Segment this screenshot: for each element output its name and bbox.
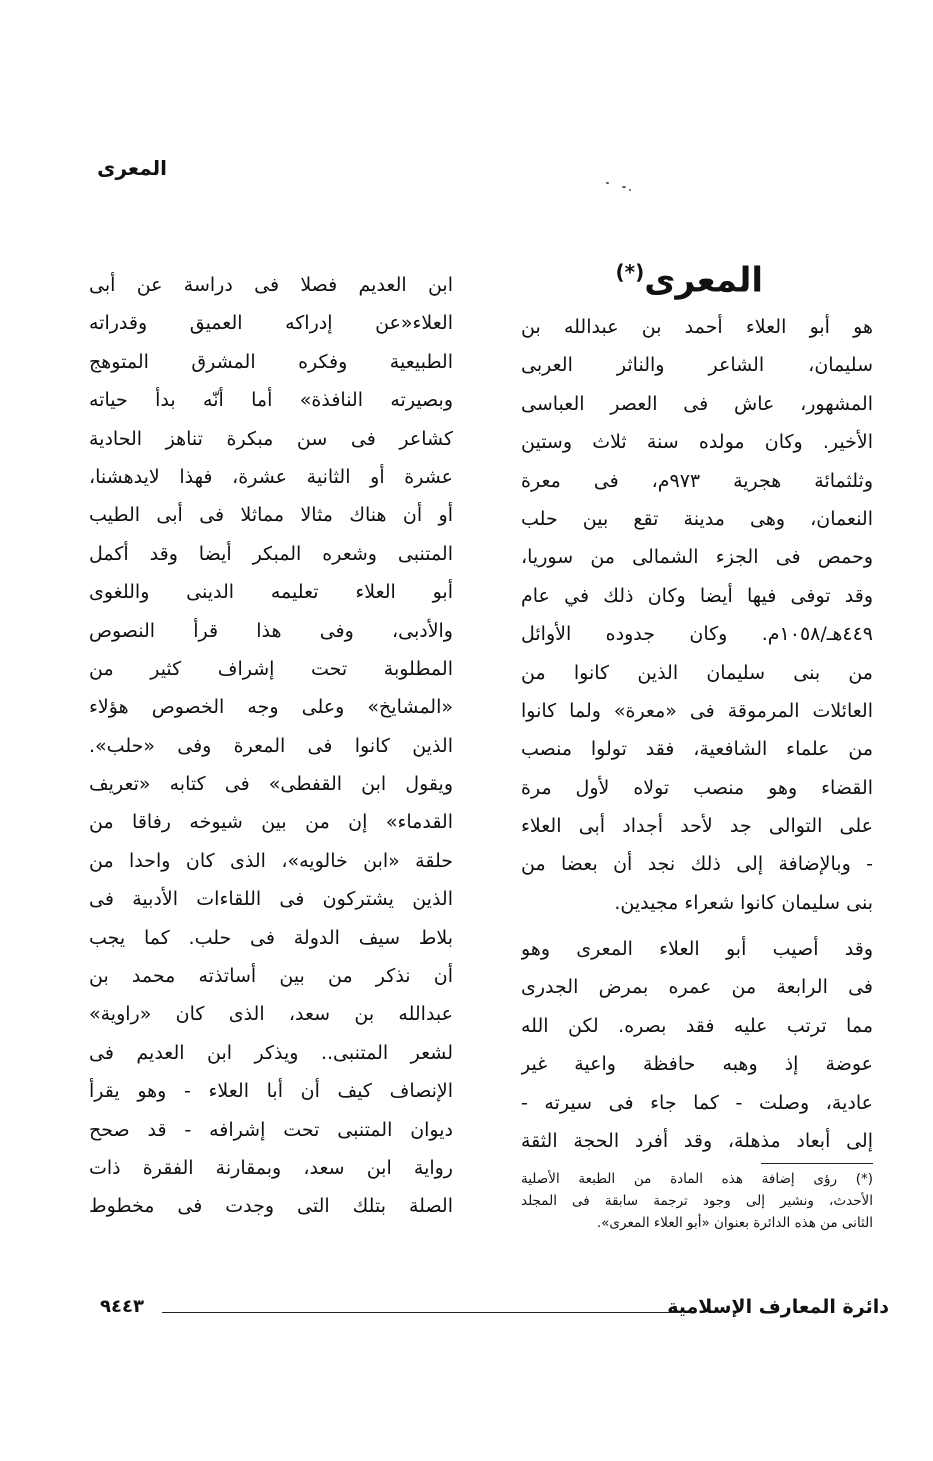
text-line: عادية، وصلت - كما جاء فى سيرته - [521, 1091, 873, 1114]
text-line: المتنبى وشعره المبكر أيضا وقد أكمل [89, 542, 453, 565]
text-line: وبصيرته النافذة» أما أنّه بدأ حياته [89, 389, 453, 412]
text-line: العائلات المرموقة فى «معرة» ولما كانوا [521, 699, 873, 722]
text-line: على التوالى جد لأحد أجداد أبى العلاء [521, 815, 873, 838]
article-title-text: المعرى [644, 260, 763, 301]
text-line: العلاء«عن إدراكه العميق وقدراته [89, 312, 453, 335]
text-line: وثلثمائة هجرية ٩٧٣م، فى معرة [521, 469, 873, 492]
text-line: الصلة بتلك التى وجدت فى مخطوط [89, 1195, 453, 1218]
text-line: والأدبى، وفى هذا قرأ النصوص [89, 619, 453, 642]
footnote-line: (*) رؤى إضافة هذه المادة من الطبعة الأصلية [521, 1171, 873, 1187]
text-line: مما ترتب عليه فقد بصره. لكن الله [521, 1014, 873, 1037]
text-line: النعمان، وهى مدينة تقع بين حلب [521, 507, 873, 530]
text-line: «المشايخ» وعلى وجه الخصوص هؤلاء [89, 696, 453, 719]
text-line: رواية ابن سعد، وبمقارنة الفقرة ذات [89, 1156, 453, 1179]
text-line: ديوان المتنبى تحت إشرافه - قد صحح [89, 1118, 453, 1141]
text-line: وحمص فى الجزء الشمالى من سوريا، [521, 546, 873, 569]
text-line: الإنصاف كيف أن أبا العلاء - وهو يقرأ [89, 1080, 453, 1103]
text-line: لشعر المتنبى.. ويذكر ابن العديم فى [89, 1041, 453, 1064]
scan-speck [606, 182, 609, 184]
page-number: ٩٤٤٣ [100, 1296, 144, 1317]
text-line: بلاط سيف الدولة فى حلب. كما يجب [89, 926, 453, 949]
text-line: القضاء وهو منصب تولاه لأول مرة [521, 776, 873, 799]
text-line: وقد توفى فيها أيضا وكان ذلك في عام [521, 584, 873, 607]
footnote-separator [761, 1163, 873, 1164]
text-line: عشرة أو الثانية عشرة، فهذا لايدهشنا، [89, 465, 453, 488]
text-line: من علماء الشافعية، فقد تولوا منصب [521, 738, 873, 761]
text-line: الطبيعية وفكره المشرق المتوهج [89, 350, 453, 373]
text-line: وقد أصيب أبو العلاء المعرى وهو [521, 938, 873, 960]
scan-speck [622, 186, 626, 188]
text-line: فى الرابعة من عمره بمرض الجدرى [521, 976, 873, 999]
paragraph-1 [521, 308, 873, 922]
footnote [521, 1168, 873, 1234]
text-line: هو أبو العلاء أحمد بن عبدالله بن [521, 316, 873, 338]
scan-speck [629, 189, 631, 191]
text-line: من بنى سليمان الذين كانوا من [521, 661, 873, 684]
text-line: ويقول ابن القفطى» فى كتابه «تعريف [89, 773, 453, 796]
text-line: إلى أبعاد مذهلة، وقد أفرد الحجة الثقة [521, 1129, 873, 1152]
text-line: أبو العلاء تعليمه الدينى واللغوى [89, 581, 453, 604]
footnote-line: الثانى من هذه الدائرة بعنوان «أبو العلاء المعرى». [596, 1215, 873, 1231]
article-title [616, 250, 763, 302]
running-header: المعرى [97, 156, 167, 180]
text-line: أو أن هناك مثالا مماثلا فى أبى الطيب [89, 504, 453, 527]
text-line: أن نذكر من بين أساتذته محمد بن [89, 965, 453, 988]
text-line: عوضة إذ وهبه حافظة واعية غير [521, 1053, 873, 1076]
text-line: كشاعر فى سن مبكرة تناهز الحادية [89, 427, 453, 450]
text-line: ابن العديم فصلا فى دراسة عن أبى [89, 274, 453, 296]
text-line: عبدالله بن سعد، الذى كان «راوية» [89, 1003, 453, 1026]
title-footnote-mark: (*) [615, 260, 645, 284]
text-line: المطلوبة تحت إشراف كثير من [89, 657, 453, 680]
left-column [89, 266, 453, 1226]
text-line: ٤٤٩هـ/١٠٥٨م. وكان جدوده الأوائل [521, 623, 873, 646]
footer-publication-title: دائرة المعارف الإسلامية [667, 1296, 889, 1318]
text-line: الذين كانوا فى المعرة وفى «حلب». [89, 734, 453, 757]
footnote-line: الأحدث، ونشير إلى وجود ترجمة سابقة فى المجلد [521, 1193, 873, 1209]
text-line: المشهور، عاش فى العصر العباسى [521, 392, 873, 415]
footer-rule [162, 1312, 679, 1313]
text-line: الأخير. وكان مولده سنة ثلاث وستين [521, 431, 873, 454]
text-line: - وبالإضافة إلى ذلك نجد أن بعضا من [521, 853, 873, 876]
text-line: حلقة «ابن خالويه»، الذى كان واحدا من [89, 849, 453, 872]
paragraph-2 [521, 930, 873, 1160]
text-line: القدماء» إن من بين شيوخه رفاقا من [89, 811, 453, 834]
text-line: سليمان، الشاعر والناثر العربى [521, 354, 873, 377]
page-footer [100, 1296, 889, 1326]
text-line: بنى سليمان كانوا شعراء مجيدين. [614, 891, 873, 914]
text-line: الذين يشتركون فى اللقاءات الأدبية فى [89, 888, 453, 911]
